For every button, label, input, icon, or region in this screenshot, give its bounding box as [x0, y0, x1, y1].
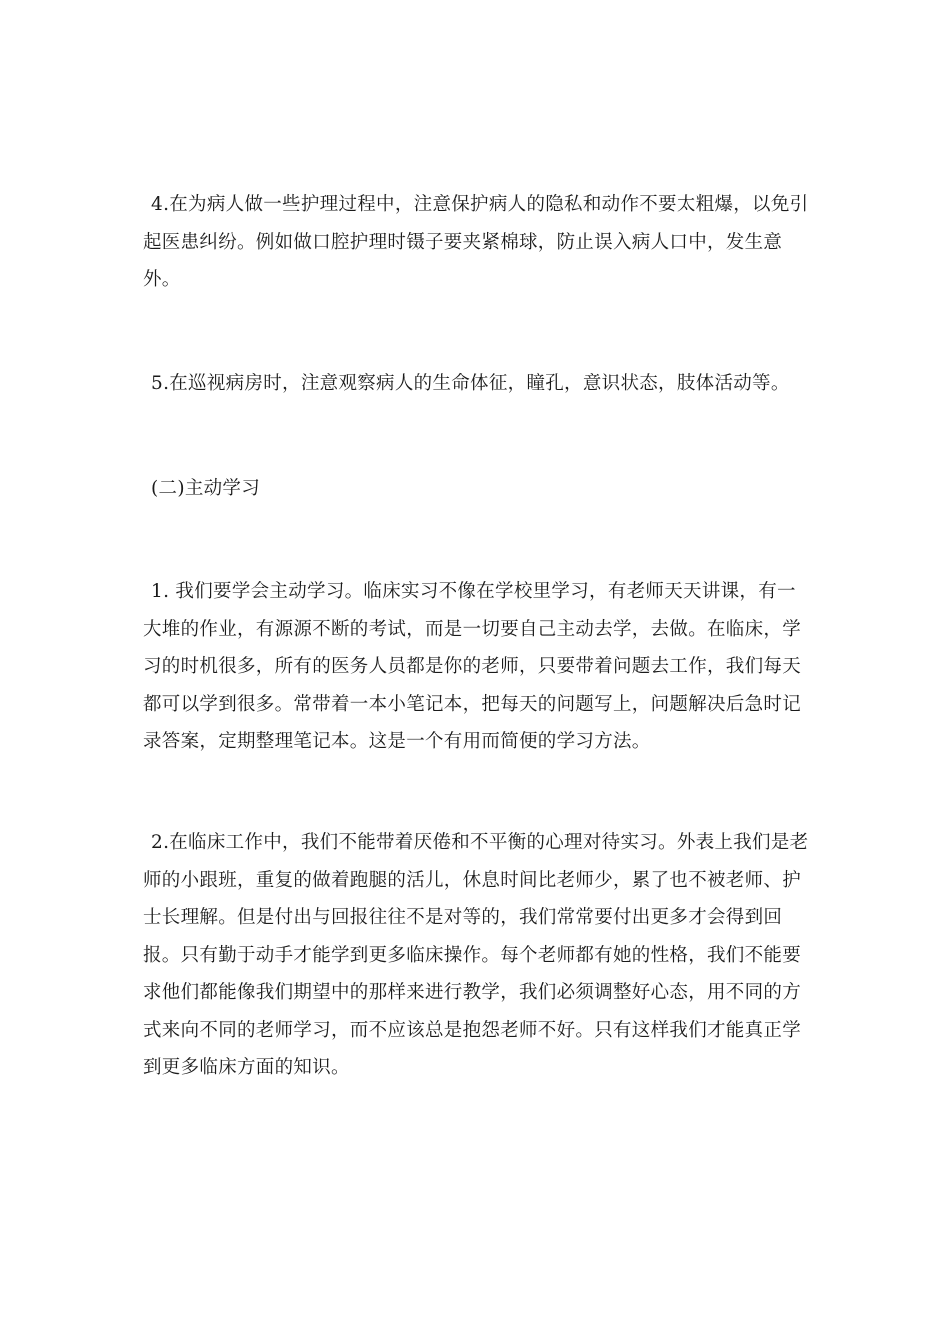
- paragraph-item-4: 4.在为病人做一些护理过程中，注意保护病人的隐私和动作不要太粗爆，以免引起医患纠纷。例如做口腔护理时镊子要夹紧棉球，防止误入病人口中，发生意外。: [143, 194, 809, 290]
- paragraph-learning-1: 1. 我们要学会主动学习。临床实习不像在学校里学习，有老师天天讲课，有一大堆的作业，有源源不断的考试，而是一切要自己主动去学，去做。在临床，学习的时机很多，所有的医务人员都是你的老师，只要带着问题去工作，我们每天都可以学到很多。常带着一本小笔记本，把每天的问题写上，问题解决后急时记录答案，定期整理笔记本。这是一个有用而简便的学习方法。: [143, 581, 802, 752]
- section-heading: (二)主动学习: [151, 478, 261, 499]
- paragraph-item-5: 5.在巡视病房时，注意观察病人的生命体征，瞳孔，意识状态，肢体活动等。: [151, 373, 790, 394]
- paragraph-learning-2: 2.在临床工作中，我们不能带着厌倦和不平衡的心理对待实习。外表上我们是老师的小跟班，重复的做着跑腿的活儿，休息时间比老师少，累了也不被老师、护士长理解。但是付出与回报往往不是对等的，我们常常要付出更多才会得到回报。只有勤于动手才能学到更多临床操作。每个老师都有她的性格，我们不能要求他们都能像我们期望中的那样来进行教学，我们必须调整好心态，用不同的方式来向不同的老师学习，而不应该总是抱怨老师不好。只有这样我们才能真正学到更多临床方面的知识。: [143, 832, 809, 1078]
